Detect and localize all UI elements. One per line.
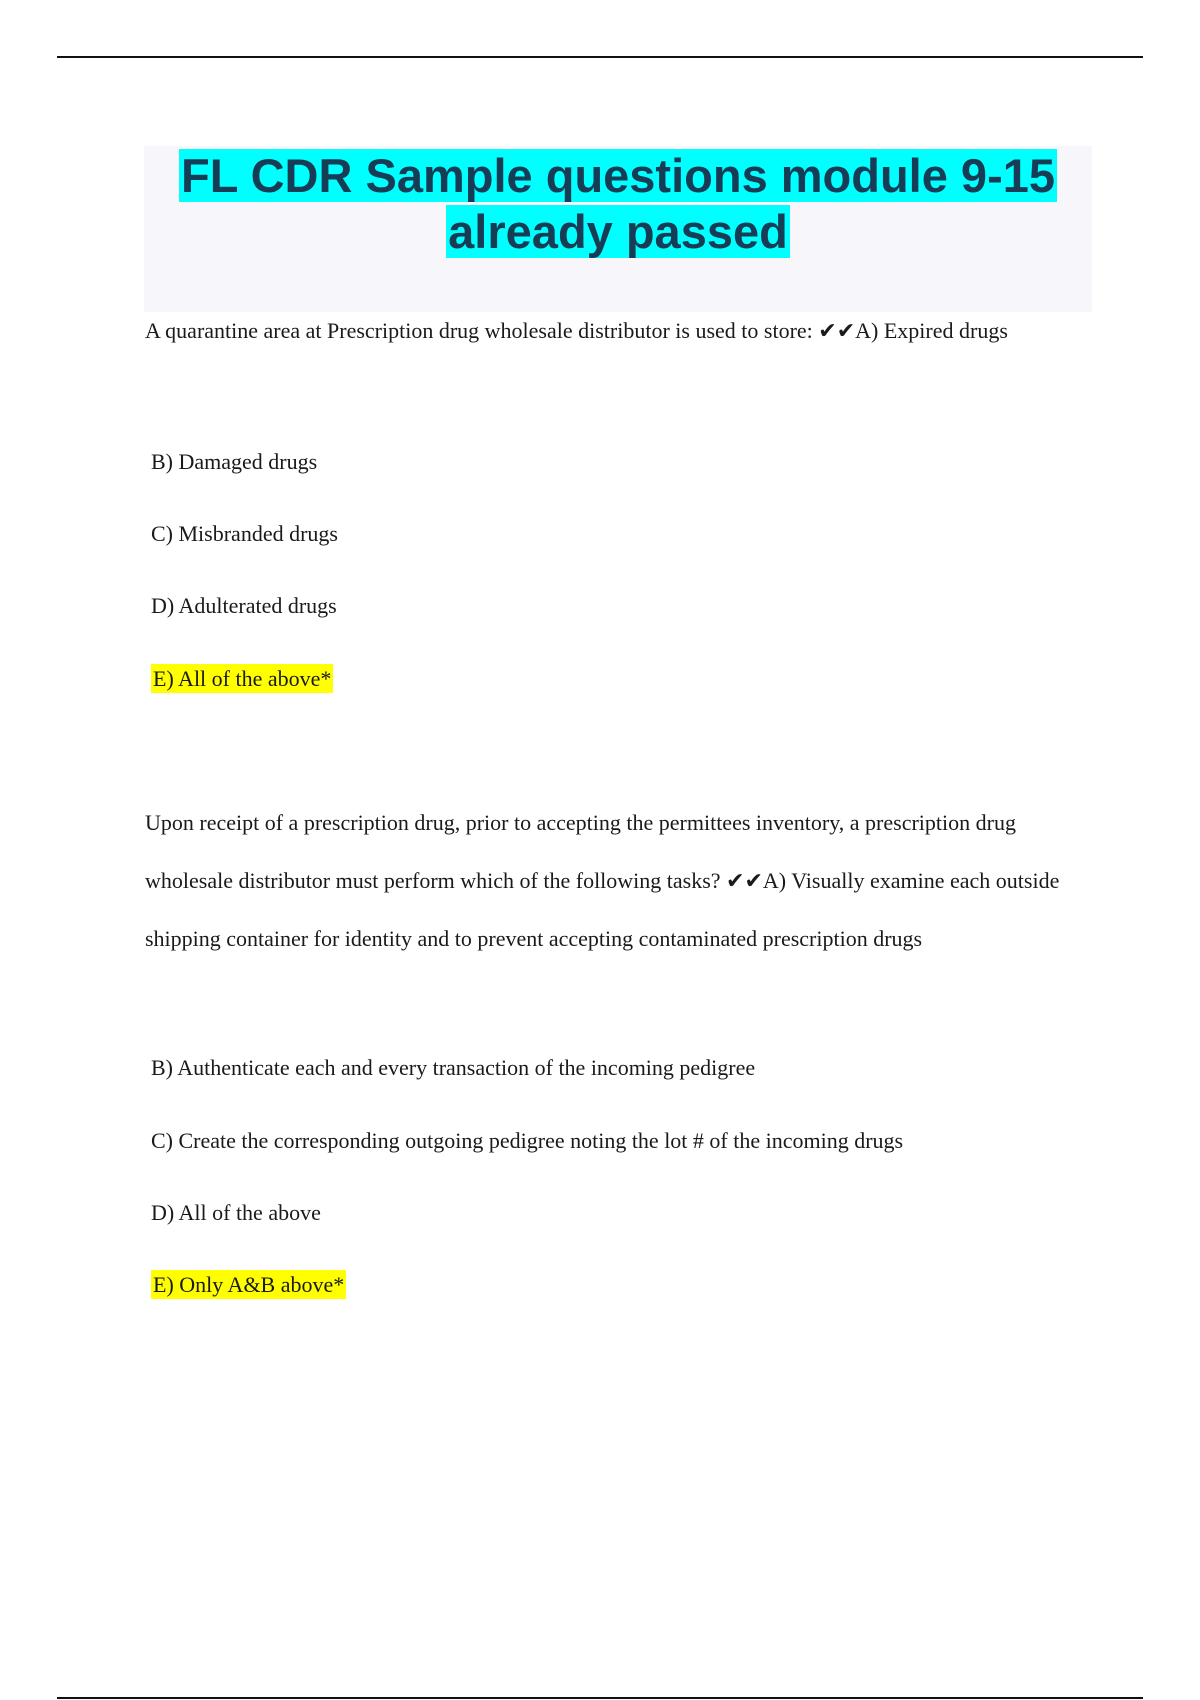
question-2-stem: Upon receipt of a prescription drug, prior to accepting the permittees inventory, a prescription drug wholesale distributor must perform which of the following tasks? ✔✔A) Visually examine each outside shipping container for identity and to prevent accepting contaminated prescription drugs xyxy=(145,810,1060,951)
question-2-answer xyxy=(151,1270,346,1300)
document-title-line-1: FL CDR Sample questions module 9-15 xyxy=(180,149,1056,202)
question-1-answer xyxy=(151,664,333,694)
question-1-option-b: B) Damaged drugs xyxy=(151,449,318,474)
question-1-stem: A quarantine area at Prescription drug wholesale distributor is used to store: ✔✔A) Expired drugs xyxy=(145,318,1008,343)
bottom-rule xyxy=(57,1697,1143,1699)
question-2-option-b: B) Authenticate each and every transaction of the incoming pedigree xyxy=(151,1055,756,1080)
question-2-option-d: D) All of the above xyxy=(151,1200,321,1225)
title-banner xyxy=(144,146,1092,312)
question-2-option-c: C) Create the corresponding outgoing pedigree noting the lot # of the incoming drugs xyxy=(151,1128,904,1153)
answer-highlight: E) All of the above* xyxy=(153,666,332,691)
document-title-line-2: already passed xyxy=(448,205,788,258)
answer-highlight: E) Only A&B above* xyxy=(153,1272,345,1297)
top-rule xyxy=(57,56,1143,58)
question-1-option-c: C) Misbranded drugs xyxy=(151,521,338,546)
question-1-option-d: D) Adulterated drugs xyxy=(151,593,337,618)
